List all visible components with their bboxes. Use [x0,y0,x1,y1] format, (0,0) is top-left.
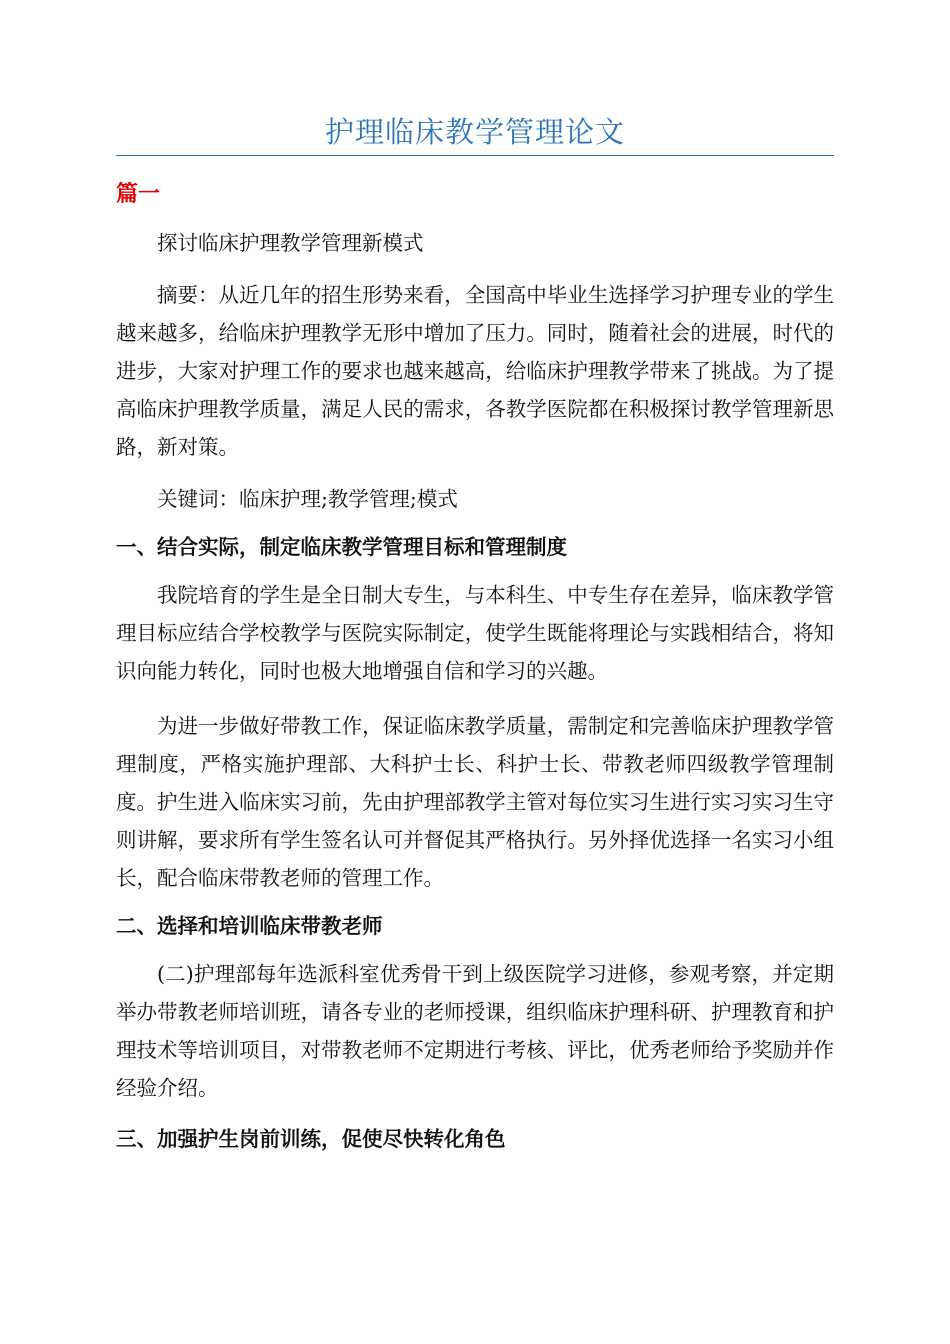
abstract-paragraph: 摘要：从近几年的招生形势来看，全国高中毕业生选择学习护理专业的学生越来越多，给临床护理教学无形中增加了压力。同时，随着社会的进展，时代的进步，大家对护理工作的要求也越来越高，给临床护理教学带来了挑战。为了提高临床护理教学质量，满足人民的需求，各教学医院都在积极探讨教学管理新思路，新对策。 [116,283,834,459]
article-subtitle: 探讨临床护理教学管理新模式 [157,231,424,255]
body-paragraph-2: (二)护理部每年选派科室优秀骨干到上级医院学习进修，参观考察，并定期举办带教老师培训班，请各专业的老师授课，组织临床护理科研、护理教育和护理技术等培训项目，对带教老师不定期进行考核、评比，优秀老师给予奖励并作经验介绍。 [116,962,834,1100]
keywords-line: 关键词：临床护理;教学管理;模式 [157,487,458,511]
section-heading-3: 三、加强护生岗前训练，促使尽快转化角色 [116,1127,506,1151]
title-underline [116,155,834,156]
section-label: 篇一 [116,182,161,207]
section-heading-1: 一、结合实际，制定临床教学管理目标和管理制度 [116,535,567,559]
body-paragraph-1a: 我院培育的学生是全日制大专生，与本科生、中专生存在差异，临床教学管理目标应结合学校教学与医院实际制定，使学生既能将理论与实践相结合，将知识向能力转化，同时也极大地增强自信和学习的兴趣。 [116,583,834,683]
body-paragraph-1b: 为进一步做好带教工作，保证临床教学质量，需制定和完善临床护理教学管理制度，严格实施护理部、大科护士长、科护士长、带教老师四级教学管理制度。护生进入临床实习前，先由护理部教学主管对每位实习生进行实习实习生守则讲解，要求所有学生签名认可并督促其严格执行。另外择优选择一名实习小组长，配合临床带教老师的管理工作。 [116,714,834,890]
document-title: 护理临床教学管理论文 [324,115,625,149]
section-heading-2: 二、选择和培训临床带教老师 [116,914,383,938]
document-page [116,0,834,1154]
